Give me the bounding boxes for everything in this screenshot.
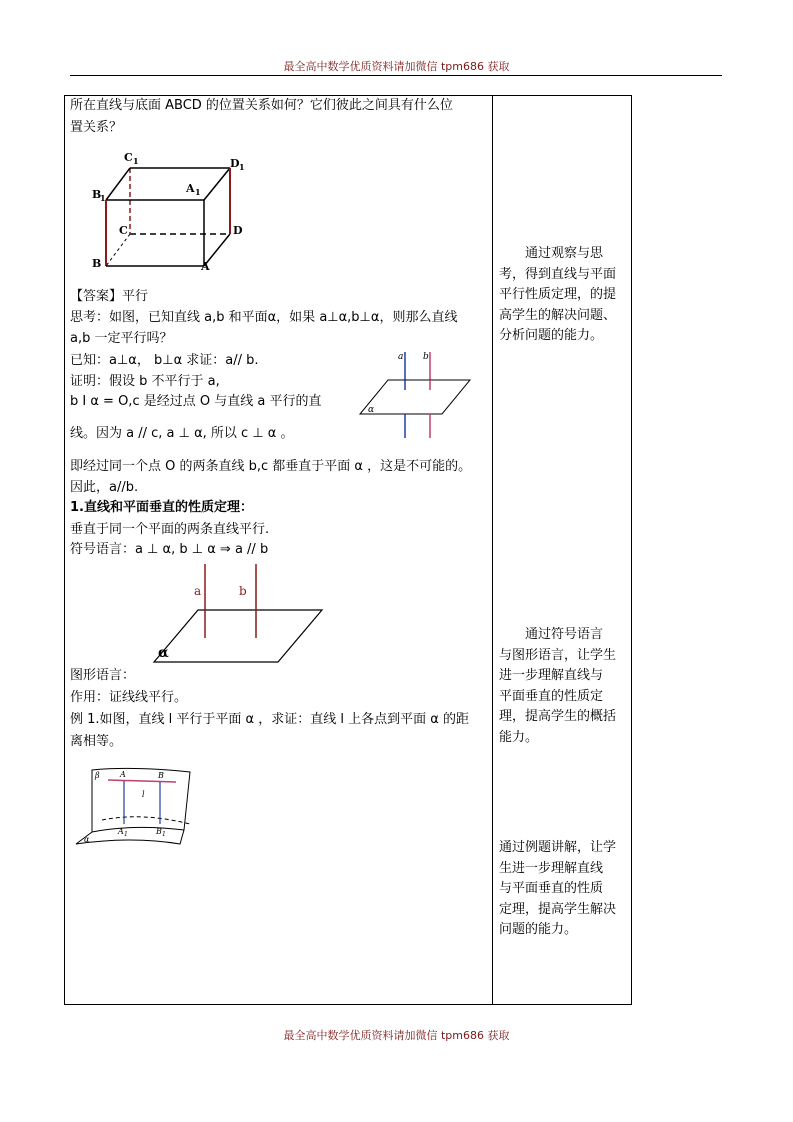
fig1-label-a: a (398, 352, 404, 362)
answer-text: 【答案】平行 (70, 289, 149, 304)
example-line-1: 例 1.如图，直线 l 平行于平面 α ，求证：直线 l 上各点到平面 α 的距 (70, 712, 469, 727)
note3-line-3: 与平面垂直的性质 (499, 881, 604, 896)
note1-line-4: 高学生的解决问题、 (499, 307, 617, 323)
think-line-1: 思考：如图，已知直线 a,b 和平面α，如果 a⊥α,b⊥α，则那么直线 (70, 310, 458, 325)
fig2-label-alpha: α (158, 645, 169, 661)
fig3-label-B1-sub: 1 (162, 831, 166, 838)
symbol-language: 符号语言：a ⊥ α, b ⊥ α ⇒ a // b (70, 542, 269, 557)
proof-line-3: 线。因为 a // c, a ⊥ α, 所以 c ⊥ α 。 (70, 426, 294, 441)
theorem-text: 垂直于同一个平面的两条直线平行. (70, 522, 270, 537)
fig1-label-b: b (423, 352, 429, 362)
cuboid-figure (88, 148, 258, 274)
fig3-label-alpha: α (84, 835, 90, 844)
fig3-label-B: B (158, 771, 164, 780)
note2-line-1: 通过符号语言 (525, 627, 604, 642)
note1-line-2: 考，得到直线与平面 (499, 266, 617, 282)
usage-text: 作用：证线线平行。 (70, 690, 188, 705)
label-d1: D (230, 157, 240, 170)
fig3-label-A1-sub: 1 (124, 831, 128, 838)
graph-language: 图形语言： (70, 668, 136, 683)
note2-line-2: 与图形语言，让学生 (499, 647, 617, 663)
header-rule (70, 75, 722, 76)
fig2-label-b: b (239, 584, 247, 598)
example-figure (72, 764, 194, 850)
note3-line-5: 问题的能力。 (499, 922, 578, 937)
fig1-label-alpha: α (368, 405, 375, 415)
label-b1: B (92, 188, 102, 201)
label-a1: A (186, 182, 195, 195)
fig3-label-A: A (120, 770, 126, 779)
label-c1: C (124, 151, 133, 164)
note-observation (499, 244, 627, 347)
fig3-label-l: l (142, 790, 145, 799)
note3-line-1: 通过例题讲解，让学 (499, 840, 617, 855)
proof-line-4: 即经过同一个点 O 的两条直线 b,c 都垂直于平面 α ，这是不可能的。 (70, 459, 472, 474)
question-line-1: 所在直线与底面 ABCD 的位置关系如何？它们彼此之间具有什么位 (70, 98, 453, 113)
label-d1-sub: 1 (239, 162, 245, 172)
label-a1-sub: 1 (195, 187, 201, 197)
theorem-figure (150, 562, 328, 666)
label-a: A (201, 260, 210, 273)
known-text: 已知：a⊥α， b⊥α 求证：a// b. (70, 353, 259, 368)
question-line-2: 置关系？ (70, 120, 123, 135)
theorem-title: 1.直线和平面垂直的性质定理： (70, 500, 253, 515)
note3-line-2: 生进一步理解直线 (499, 860, 604, 876)
perpendicular-lines-figure (358, 346, 476, 442)
label-b: B (92, 257, 102, 270)
fig3-label-beta: β (95, 771, 100, 780)
label-c1-sub: 1 (133, 156, 139, 166)
note-example (499, 838, 627, 941)
example-line-2: 离相等。 (70, 734, 123, 749)
proof-line-1: 证明：假设 b 不平行于 a, (70, 374, 220, 389)
proof-line-2: b I α = O,c 是经过点 O 与直线 a 平行的直 (70, 394, 322, 409)
note2-line-3: 进一步理解直线与 (499, 668, 604, 683)
fig3-label-B1: B (156, 827, 162, 836)
note-symbol-language (499, 625, 627, 748)
note2-line-4: 平面垂直的性质定 (499, 688, 604, 704)
fig3-label-A1: A (118, 827, 124, 836)
note2-line-6: 能力。 (499, 729, 539, 745)
label-c: C (119, 224, 128, 237)
note1-line-5: 分析问题的能力。 (499, 328, 604, 343)
think-line-2: a,b 一定平行吗？ (70, 331, 173, 346)
note3-line-4: 定理，提高学生解决 (499, 901, 617, 917)
column-divider (492, 95, 493, 1005)
page-header: 最全高中数学优质资料请加微信 tpm686 获取 (283, 60, 510, 73)
note1-line-3: 平行性质定理，的提 (499, 287, 617, 302)
label-d: D (233, 224, 243, 237)
note2-line-5: 理，提高学生的概括 (499, 709, 617, 724)
page-footer: 最全高中数学优质资料请加微信 tpm686 获取 (283, 1029, 510, 1042)
fig2-label-a: a (194, 584, 202, 598)
proof-line-5: 因此，a//b. (70, 480, 139, 495)
label-b1-sub: 1 (100, 193, 106, 203)
note1-line-1: 通过观察与思 (525, 246, 604, 261)
